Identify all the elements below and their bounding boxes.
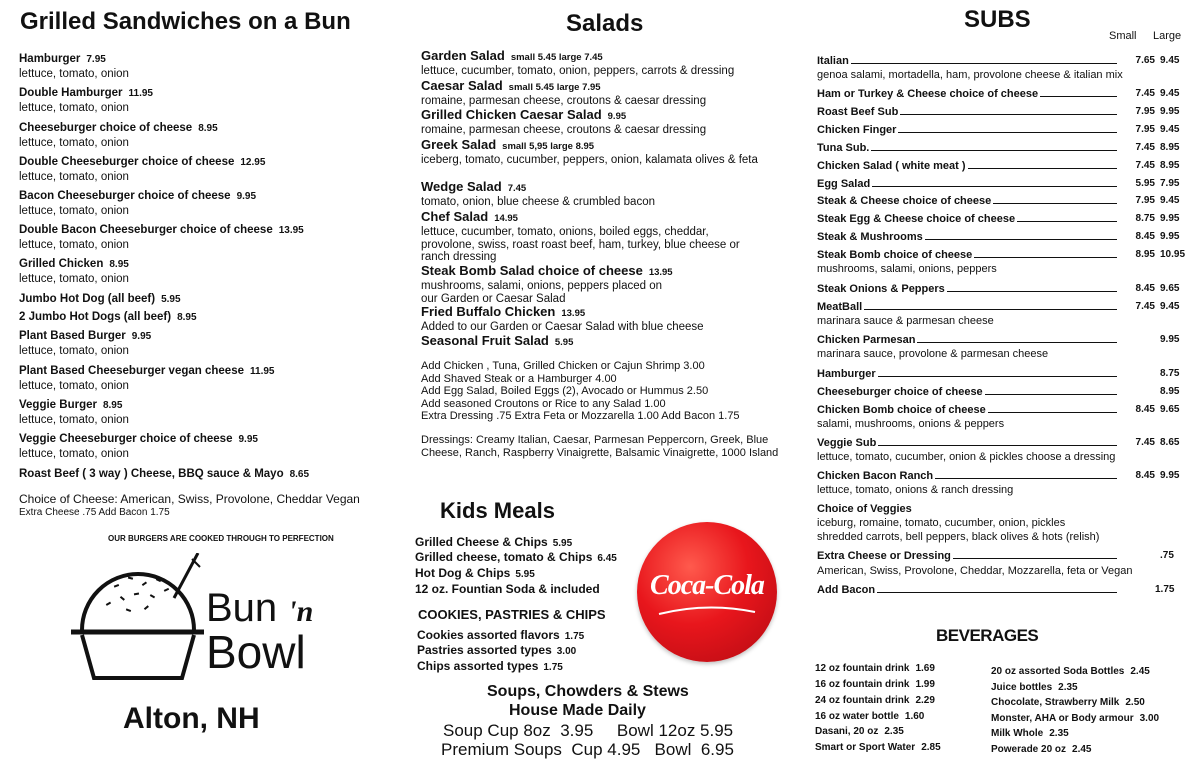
sub-price-small: 7.95 <box>1135 106 1155 117</box>
beverage-name: 16 oz water bottle <box>815 711 899 722</box>
sub-price-small: 5.95 <box>1135 178 1155 189</box>
veggies-line: shredded carrots, bell peppers, black olives & hots (relish) <box>817 531 1100 543</box>
sub-name: Steak & Cheese choice of cheese <box>817 195 992 207</box>
sub-price-small: 7.45 <box>1135 160 1155 171</box>
sub-price-large: 9.45 <box>1160 55 1180 66</box>
item-name: Veggie Cheeseburger choice of cheese <box>19 433 233 445</box>
sub-price-small: 7.95 <box>1135 195 1155 206</box>
salad-item <box>421 208 751 264</box>
item-desc: lettuce, tomato, onion <box>19 68 129 80</box>
beverage-name: Juice bottles <box>991 682 1053 693</box>
sub-price-large: 9.45 <box>1160 301 1180 312</box>
item-price: 13.95 <box>278 225 304 236</box>
kids-item-price: 5.95 <box>552 538 573 549</box>
beverage-item <box>815 695 935 706</box>
subs-header-small: Small <box>1109 30 1137 42</box>
salad-item <box>421 136 781 167</box>
cookies-item-name: Cookies assorted flavors <box>417 628 560 642</box>
dressings-note: Dressings: Creamy Italian, Caesar, Parmesan Peppercorn, Greek, Blue Cheese, Ranch, Raspberry Vinaigrette, Balsamic Vinaigrette, 1000 Island <box>421 434 779 459</box>
beverage-price: 2.85 <box>921 742 941 753</box>
sub-price-large: 9.95 <box>1160 106 1180 117</box>
salad-price: 9.95 <box>607 111 627 122</box>
sub-price-large: 10.95 <box>1160 249 1186 260</box>
extra-cheese-note: Extra Cheese .75 Add Bacon 1.75 <box>19 507 170 518</box>
sub-row <box>817 124 1180 138</box>
sub-price-large: 9.45 <box>1160 88 1180 99</box>
beverage-item <box>991 728 1069 739</box>
sub-price-large: 8.95 <box>1160 160 1180 171</box>
addon-line: Extra Dressing .75 Extra Feta or Mozzarella 1.00 Add Bacon 1.75 <box>421 410 740 422</box>
sub-desc: mushrooms, salami, onions, peppers <box>817 263 997 275</box>
item-price: 11.95 <box>250 366 275 377</box>
menu-item <box>19 361 274 392</box>
sub-row <box>817 368 1180 382</box>
sub-price-large: 9.95 <box>1160 231 1180 242</box>
beverage-name: Monster, AHA or Body armour <box>991 713 1134 724</box>
beverage-price: 3.00 <box>1139 713 1160 724</box>
item-desc: lettuce, tomato, onion <box>19 205 129 217</box>
item-desc: lettuce, tomato, onion <box>19 345 129 357</box>
sub-price-large: 9.65 <box>1160 404 1180 415</box>
sub-name: Roast Beef Sub <box>817 106 899 118</box>
beverage-name: Chocolate, Strawberry Milk <box>991 697 1120 708</box>
beverage-name: Dasani, 20 oz <box>815 726 879 737</box>
menu-item <box>19 464 309 482</box>
item-name: Jumbo Hot Dog (all beef) <box>19 293 156 305</box>
salad-item <box>421 262 681 305</box>
sub-row <box>817 231 1180 245</box>
sub-price-small: 8.45 <box>1135 470 1155 481</box>
addon-line: Add Egg Salad, Boiled Eggs (2), Avocado or Hummus 2.50 <box>421 385 709 397</box>
item-desc: lettuce, tomato, onion <box>19 137 129 149</box>
salad-addons <box>421 360 801 423</box>
kids-item <box>415 550 617 564</box>
item-price: 9.95 <box>131 331 152 342</box>
item-desc: lettuce, tomato, onion <box>19 102 129 114</box>
sub-name: Egg Salad <box>817 178 871 190</box>
menu-item <box>19 326 151 357</box>
menu-item <box>19 395 129 426</box>
sub-desc: marinara sauce, provolone & parmesan cheese <box>817 348 1049 360</box>
sub-row <box>817 470 1180 484</box>
sub-row <box>817 386 1180 400</box>
sub-price-large: 8.95 <box>1160 142 1180 153</box>
item-desc: lettuce, tomato, onion <box>19 380 129 392</box>
beverage-name: Powerade 20 oz <box>991 744 1067 755</box>
logo-bowl-text: Bowl <box>206 626 306 678</box>
menu-item <box>19 49 129 80</box>
sub-row <box>817 160 1180 174</box>
salad-desc: iceberg, tomato, cucumber, peppers, onion, kalamata olives & feta <box>421 154 758 166</box>
beverage-name: Milk Whole <box>991 728 1044 739</box>
salads-title: Salads <box>566 10 644 37</box>
menu-item <box>19 429 258 460</box>
salad-item <box>421 332 791 350</box>
sub-desc: marinara sauce & parmesan cheese <box>817 315 994 327</box>
sub-desc: lettuce, tomato, cucumber, onion & pickles choose a dressing <box>817 451 1116 463</box>
item-price: 12.95 <box>240 157 266 168</box>
beverage-item <box>815 726 904 737</box>
kids-item <box>415 566 535 580</box>
salad-name: Seasonal Fruit Salad <box>421 333 549 348</box>
sub-price-small: 7.45 <box>1135 142 1155 153</box>
sub-name: Chicken Finger <box>817 124 897 136</box>
sub-desc: genoa salami, mortadella, ham, provolone cheese & italian mix <box>817 69 1123 81</box>
sub-name: Tuna Sub. <box>817 142 870 154</box>
coca-cola-badge <box>637 522 777 662</box>
item-name: Double Bacon Cheeseburger choice of cheese <box>19 224 273 236</box>
item-desc: lettuce, tomato, onion <box>19 414 129 426</box>
beverage-item <box>991 682 1078 693</box>
grilled-sandwiches-title: Grilled Sandwiches on a Bun <box>20 8 351 35</box>
beverage-item <box>815 711 924 722</box>
item-name: Veggie Burger <box>19 399 97 411</box>
item-price: 9.95 <box>238 434 258 445</box>
cookies-item-name: Chips assorted types <box>417 659 539 673</box>
extra-row <box>817 584 1177 598</box>
kids-item-name: Hot Dog & Chips <box>415 566 511 580</box>
beverage-item <box>991 666 1150 677</box>
salad-name: Grilled Chicken Caesar Salad <box>421 107 602 122</box>
sub-row <box>817 195 1180 209</box>
bun-n-bowl-logo <box>68 553 338 693</box>
item-desc: lettuce, tomato, onion <box>19 171 129 183</box>
item-price: 8.95 <box>177 312 197 323</box>
addon-line: Add Shaved Steak or a Hamburger 4.00 <box>421 372 617 385</box>
item-desc: lettuce, tomato, onion <box>19 239 129 251</box>
sub-row <box>817 249 1186 263</box>
sub-row <box>817 88 1180 102</box>
beverage-price: 2.45 <box>1130 666 1150 677</box>
sub-name: Hamburger <box>817 368 876 380</box>
beverage-name: 20 oz assorted Soda Bottles <box>991 666 1125 677</box>
item-name: Double Cheeseburger choice of cheese <box>19 156 235 168</box>
beverage-price: 2.29 <box>915 695 935 706</box>
beverages-title: BEVERAGES <box>936 626 1039 645</box>
salad-item <box>421 178 791 209</box>
sub-price-small: 8.45 <box>1135 404 1155 415</box>
sub-price-small: 8.75 <box>1135 213 1155 224</box>
salad-item <box>421 303 791 334</box>
salad-desc: lettuce, cucumber, tomato, onions, boiled eggs, cheddar, provolone, swiss, roast roast beef, ham, turkey, blue cheese or ranch dressing <box>421 226 740 263</box>
sub-price-small: 8.45 <box>1135 231 1155 242</box>
sub-desc: salami, mushrooms, onions & peppers <box>817 418 1005 430</box>
sub-price-large: 8.75 <box>1160 368 1180 379</box>
beverage-price: 1.69 <box>915 663 935 674</box>
salad-desc: mushrooms, salami, onions, peppers placed on our Garden or Caesar Salad <box>421 280 662 305</box>
item-price: 8.95 <box>102 400 123 411</box>
sub-row <box>817 106 1180 120</box>
soups-title: Soups, Chowders & Stews <box>487 683 689 700</box>
extra-name: Add Bacon <box>817 584 876 596</box>
sub-price-large: 9.95 <box>1160 213 1180 224</box>
beverage-price: 2.45 <box>1072 744 1092 755</box>
item-price: 8.95 <box>198 123 218 134</box>
salad-name: Caesar Salad <box>421 78 503 93</box>
sub-price-large: 8.95 <box>1160 386 1180 397</box>
cookies-item-price: 3.00 <box>556 646 577 657</box>
beverage-item <box>991 713 1159 724</box>
salad-item <box>421 106 791 137</box>
veggies-title: Choice of Veggies <box>817 503 912 515</box>
salad-price: 7.45 <box>507 183 527 194</box>
sub-price-large: 9.45 <box>1160 124 1180 135</box>
salad-name: Wedge Salad <box>421 179 502 194</box>
cheese-note: Choice of Cheese: American, Swiss, Provolone, Cheddar Vegan <box>19 492 360 506</box>
sub-price-large: 9.45 <box>1160 195 1180 206</box>
sub-row <box>817 404 1180 418</box>
beverage-item <box>991 697 1145 708</box>
menu-item <box>19 186 256 217</box>
menu-item <box>19 254 129 285</box>
cookies-title: COOKIES, PASTRIES & CHIPS <box>418 607 606 622</box>
beverage-price: 2.50 <box>1125 697 1145 708</box>
sub-price-small: 8.45 <box>1135 283 1155 294</box>
sub-name: Steak Bomb choice of cheese <box>817 249 973 261</box>
cookies-item-price: 1.75 <box>543 662 563 673</box>
sub-row <box>817 437 1180 451</box>
item-name: Double Hamburger <box>19 87 123 99</box>
extra-row <box>817 550 1177 564</box>
salad-price: 13.95 <box>648 267 673 278</box>
sub-name: Chicken Parmesan <box>817 334 916 346</box>
sub-desc: lettuce, tomato, onions & ranch dressing <box>817 484 1014 496</box>
cookies-item <box>417 659 563 673</box>
salad-desc: romaine, parmesan cheese, croutons & caesar dressing <box>421 95 707 107</box>
kids-item-name: Grilled cheese, tomato & Chips <box>415 550 593 564</box>
salad-price: 5.95 <box>554 337 574 348</box>
salad-price: 13.95 <box>561 308 586 319</box>
kids-item <box>415 582 600 596</box>
kids-item <box>415 535 572 549</box>
menu-item <box>19 118 218 149</box>
salad-price: small 5.45 large 7.95 <box>508 82 601 93</box>
salad-name: Garden Salad <box>421 48 505 63</box>
coca-cola-logo-text: Coca-Cola <box>650 570 764 601</box>
salad-name: Steak Bomb Salad choice of cheese <box>421 263 643 278</box>
leader-line <box>817 63 1117 64</box>
salad-price: small 5,95 large 8.95 <box>502 141 595 152</box>
salad-desc: Added to our Garden or Caesar Salad with blue cheese <box>421 321 704 333</box>
beverage-item <box>815 742 941 753</box>
salad-name: Chef Salad <box>421 209 489 224</box>
item-price: 11.95 <box>128 88 153 99</box>
sub-name: Veggie Sub <box>817 437 877 449</box>
sub-name: Steak & Mushrooms <box>817 231 923 243</box>
sub-name: Chicken Bomb choice of cheese <box>817 404 986 416</box>
item-price: 9.95 <box>236 191 257 202</box>
cookies-item-price: 1.75 <box>564 631 585 642</box>
beverage-price: 1.99 <box>915 679 935 690</box>
extra-desc: American, Swiss, Provolone, Cheddar, Mozzarella, feta or Vegan <box>817 565 1133 577</box>
logo-amp: 'n <box>288 595 314 628</box>
menu-item <box>19 83 153 114</box>
kids-item-name: 12 oz. Fountian Soda & included <box>415 582 600 596</box>
sub-price-large: 9.65 <box>1160 283 1180 294</box>
beverage-item <box>991 744 1092 755</box>
sub-row <box>817 178 1180 192</box>
cookies-item <box>417 643 576 657</box>
subs-header-large: Large <box>1153 30 1182 42</box>
sub-name: Chicken Salad ( white meat ) <box>817 160 966 172</box>
item-name: Plant Based Cheeseburger vegan cheese <box>19 365 244 377</box>
sub-row <box>817 55 1180 69</box>
sub-row <box>817 301 1180 315</box>
item-price: 7.95 <box>86 54 106 65</box>
beverage-price: 2.35 <box>884 726 904 737</box>
coca-cola-swoosh-icon <box>657 604 757 618</box>
sub-row <box>817 213 1180 227</box>
item-desc: lettuce, tomato, onion <box>19 448 129 460</box>
sub-row <box>817 283 1180 297</box>
cookies-item <box>417 628 584 642</box>
item-price: 8.65 <box>289 469 310 480</box>
addon-line: Add seasoned Croutons or Rice to any Salad 1.00 <box>421 397 666 410</box>
subs-title: SUBS <box>964 6 1031 33</box>
salad-desc: lettuce, cucumber, tomato, onion, peppers, carrots & dressing <box>421 65 735 77</box>
soup-line: Premium Soups Cup 4.95 Bowl 6.95 <box>441 740 734 759</box>
sub-name: Chicken Bacon Ranch <box>817 470 934 482</box>
bun-bowl-icon <box>68 553 208 693</box>
sub-price-small: 7.95 <box>1135 124 1155 135</box>
beverage-item <box>815 663 935 674</box>
extra-price: .75 <box>1160 550 1174 561</box>
veggies-line: iceburg, romaine, tomato, cucumber, onion, pickles <box>817 517 1066 529</box>
sub-name: Steak Onions & Peppers <box>817 283 945 295</box>
beverage-name: 12 oz fountain drink <box>815 663 910 674</box>
kids-item-name: Grilled Cheese & Chips <box>415 535 548 549</box>
beverage-name: Smart or Sport Water <box>815 742 916 753</box>
kids-meals-title: Kids Meals <box>440 498 555 523</box>
beverage-name: 24 oz fountain drink <box>815 695 910 706</box>
item-price: 5.95 <box>161 294 181 305</box>
sub-price-small: 7.45 <box>1135 437 1155 448</box>
sub-name: Ham or Turkey & Cheese choice of cheese <box>817 88 1039 100</box>
sub-price-large: 9.95 <box>1160 334 1180 345</box>
item-name: Grilled Chicken <box>19 258 104 270</box>
sub-name: Cheeseburger choice of cheese <box>817 386 983 398</box>
item-name: Roast Beef ( 3 way ) Cheese, BBQ sauce & Mayo <box>19 468 284 480</box>
item-name: Hamburger <box>19 53 81 65</box>
beverage-price: 2.35 <box>1049 728 1069 739</box>
soups-subtitle: House Made Daily <box>509 702 646 719</box>
kids-item-price: 6.45 <box>597 553 617 564</box>
menu-item <box>19 152 265 183</box>
salad-name: Greek Salad <box>421 137 497 152</box>
logo-line1: Bun <box>206 586 278 630</box>
sub-price-large: 7.95 <box>1160 178 1180 189</box>
sub-price-small: 7.45 <box>1135 301 1155 312</box>
item-price: 8.95 <box>109 259 129 270</box>
addon-line: Add Chicken , Tuna, Grilled Chicken or Cajun Shrimp 3.00 <box>421 360 705 372</box>
sub-price-large: 9.95 <box>1160 470 1180 481</box>
salad-price: 14.95 <box>494 213 518 224</box>
menu-item <box>19 220 304 251</box>
beverage-price: 2.35 <box>1058 682 1078 693</box>
sub-row <box>817 142 1180 156</box>
salad-price: small 5.45 large 7.45 <box>510 52 603 63</box>
menu-item <box>19 289 181 307</box>
beverage-price: 1.60 <box>904 711 925 722</box>
item-desc: lettuce, tomato, onion <box>19 273 129 285</box>
sub-row <box>817 334 1180 348</box>
menu-item <box>19 307 197 325</box>
salad-item <box>421 47 791 78</box>
item-name: Bacon Cheeseburger choice of cheese <box>19 190 231 202</box>
item-name: Cheeseburger choice of cheese <box>19 122 193 134</box>
item-name: Plant Based Burger <box>19 330 126 342</box>
soup-line: Soup Cup 8oz 3.95 Bowl 12oz 5.95 <box>443 721 734 740</box>
extra-name: Extra Cheese or Dressing <box>817 550 951 562</box>
kids-item-price: 5.95 <box>515 569 535 580</box>
beverage-item <box>815 679 935 690</box>
salad-item <box>421 77 791 108</box>
sub-price-small: 7.45 <box>1135 88 1155 99</box>
cookies-item-name: Pastries assorted types <box>417 643 552 657</box>
salad-desc: romaine, parmesan cheese, croutons & caesar dressing <box>421 124 707 136</box>
sub-name: MeatBall <box>817 301 863 313</box>
sub-price-small: 7.65 <box>1135 55 1155 66</box>
sub-price-large: 8.65 <box>1160 437 1180 448</box>
sub-name: Steak Egg & Cheese choice of cheese <box>817 213 1016 225</box>
sub-price-small: 8.95 <box>1135 249 1155 260</box>
location: Alton, NH <box>123 702 260 735</box>
burger-note: OUR BURGERS ARE COOKED THROUGH TO PERFECTION <box>108 534 334 543</box>
salad-name: Fried Buffalo Chicken <box>421 304 556 319</box>
salad-desc: tomato, onion, blue cheese & crumbled bacon <box>421 196 655 208</box>
extra-price: 1.75 <box>1155 584 1175 595</box>
item-name: 2 Jumbo Hot Dogs (all beef) <box>19 311 172 323</box>
beverage-name: 16 oz fountain drink <box>815 679 910 690</box>
sub-name: Italian <box>817 55 849 67</box>
